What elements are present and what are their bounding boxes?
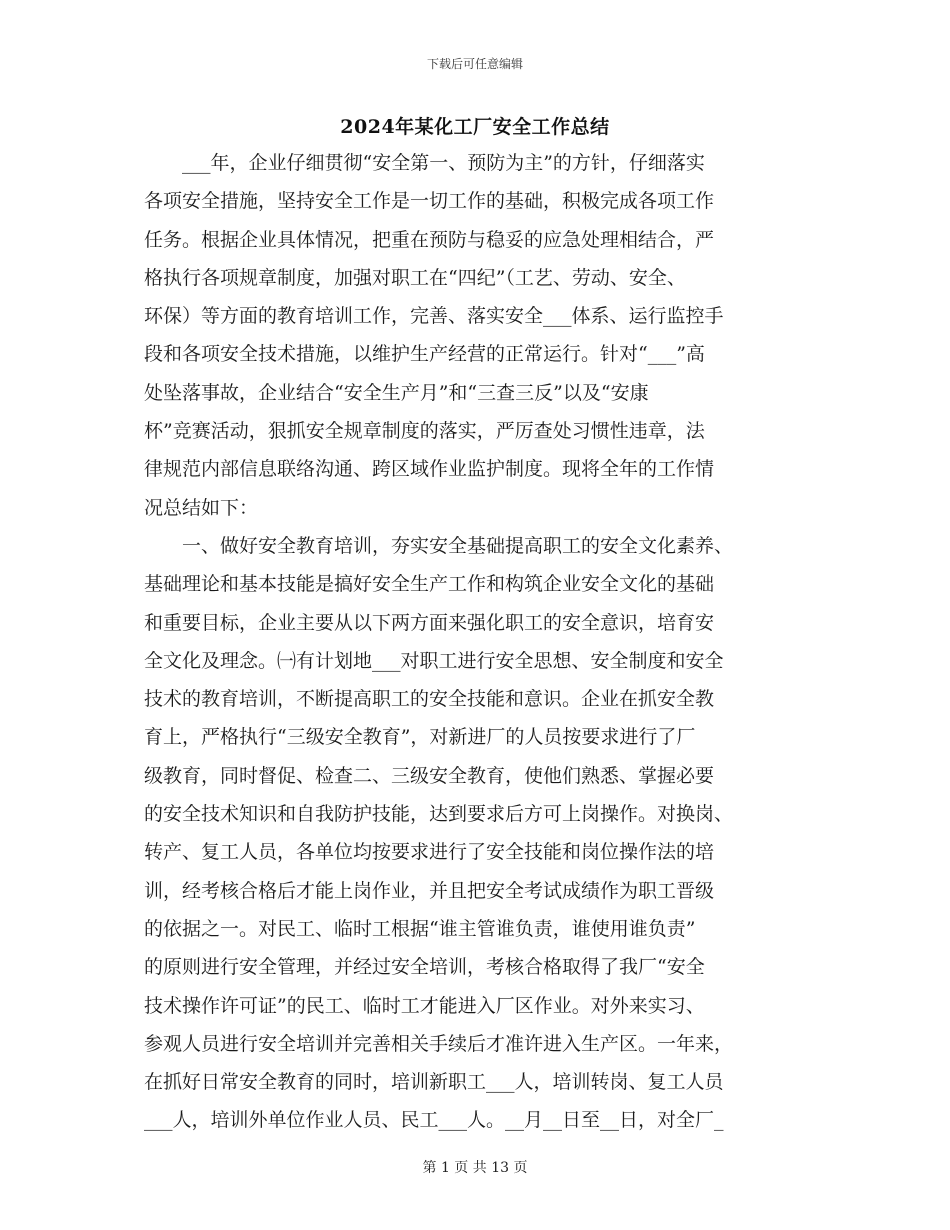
body-line: 杯”竞赛活动，狠抓安全规章制度的落实，严厉查处习惯性违章，法 xyxy=(144,420,705,443)
body-line: 转产、复工人员，各单位均按要求进行了安全技能和岗位操作法的培 xyxy=(144,841,715,864)
body-line: 格执行各项规章制度，加强对职工在“四纪”（工艺、劳动、安全、 xyxy=(144,266,686,289)
header-note: 下载后可任意编辑 xyxy=(426,57,523,71)
body-line: 的依据之一。对民工、临时工根据“谁主管谁负责，谁使用谁负责” xyxy=(144,917,696,940)
body-line: 基础理论和基本技能是搞好安全生产工作和构筑企业安全文化的基础 xyxy=(144,573,715,596)
page-number: 第 1 页 共 13 页 xyxy=(422,1160,528,1176)
body-line: 段和各项安全技术措施，以维护生产经营的正常运行。针对“___”高 xyxy=(144,343,705,366)
body-line: 育上，严格执行“三级安全教育”，对新进厂的人员按要求进行了厂 xyxy=(144,726,696,749)
body-line: 律规范内部信息联络沟通、跨区域作业监护制度。现将全年的工作情 xyxy=(144,458,715,481)
body-line: 技术操作许可证”的民工、临时工才能进入厂区作业。对外来实习、 xyxy=(144,994,705,1017)
body-line: 技术的教育培训，不断提高职工的安全技能和意识。企业在抓安全教 xyxy=(144,688,715,711)
body-line: 在抓好日常安全教育的同时，培训新职工___人，培训转岗、复工人员 xyxy=(144,1071,724,1094)
body-line: 参观人员进行安全培训并完善相关手续后才准许进入生产区。一年来， xyxy=(144,1032,734,1055)
body-line: 各项安全措施，坚持安全工作是一切工作的基础，积极完成各项工作 xyxy=(144,190,715,213)
body-line: 和重要目标，企业主要从以下两方面来强化职工的安全意识，培育安 xyxy=(144,611,715,634)
document-body xyxy=(144,144,814,1140)
body-line: 处坠落事故，企业结合“安全生产月”和“三查三反”以及“安康 xyxy=(144,381,649,404)
body-line: ___年，企业仔细贯彻“安全第一、预防为主”的方针，仔细落实 xyxy=(144,152,705,174)
body-line: 一、做好安全教育培训，夯实安全基础提高职工的安全文化素养、 xyxy=(144,534,734,557)
body-line: 级教育，同时督促、检查二、三级安全教育，使他们熟悉、掌握必要 xyxy=(144,764,715,787)
document-title: 2024年某化工厂安全工作总结 xyxy=(340,116,610,138)
body-line: 的安全技术知识和自我防护技能，达到要求后方可上岗操作。对换岗、 xyxy=(144,803,734,826)
body-line: 的原则进行安全管理，并经过安全培训，考核合格取得了我厂“安全 xyxy=(144,956,705,979)
body-line: 环保）等方面的教育培训工作，完善、落实安全___体系、运行监控手 xyxy=(144,305,724,328)
body-line: 训，经考核合格后才能上岗作业，并且把安全考试成绩作为职工晋级 xyxy=(144,879,715,902)
body-line: 任务。根据企业具体情况，把重在预防与稳妥的应急处理相结合，严 xyxy=(144,228,715,251)
body-line: 全文化及理念。㈠有计划地___对职工进行安全思想、安全制度和安全 xyxy=(144,649,724,672)
body-line: 况总结如下： xyxy=(144,496,259,519)
body-line: ___人，培训外单位作业人员、民工___人。__月__日至__日，对全厂_ xyxy=(144,1109,724,1132)
